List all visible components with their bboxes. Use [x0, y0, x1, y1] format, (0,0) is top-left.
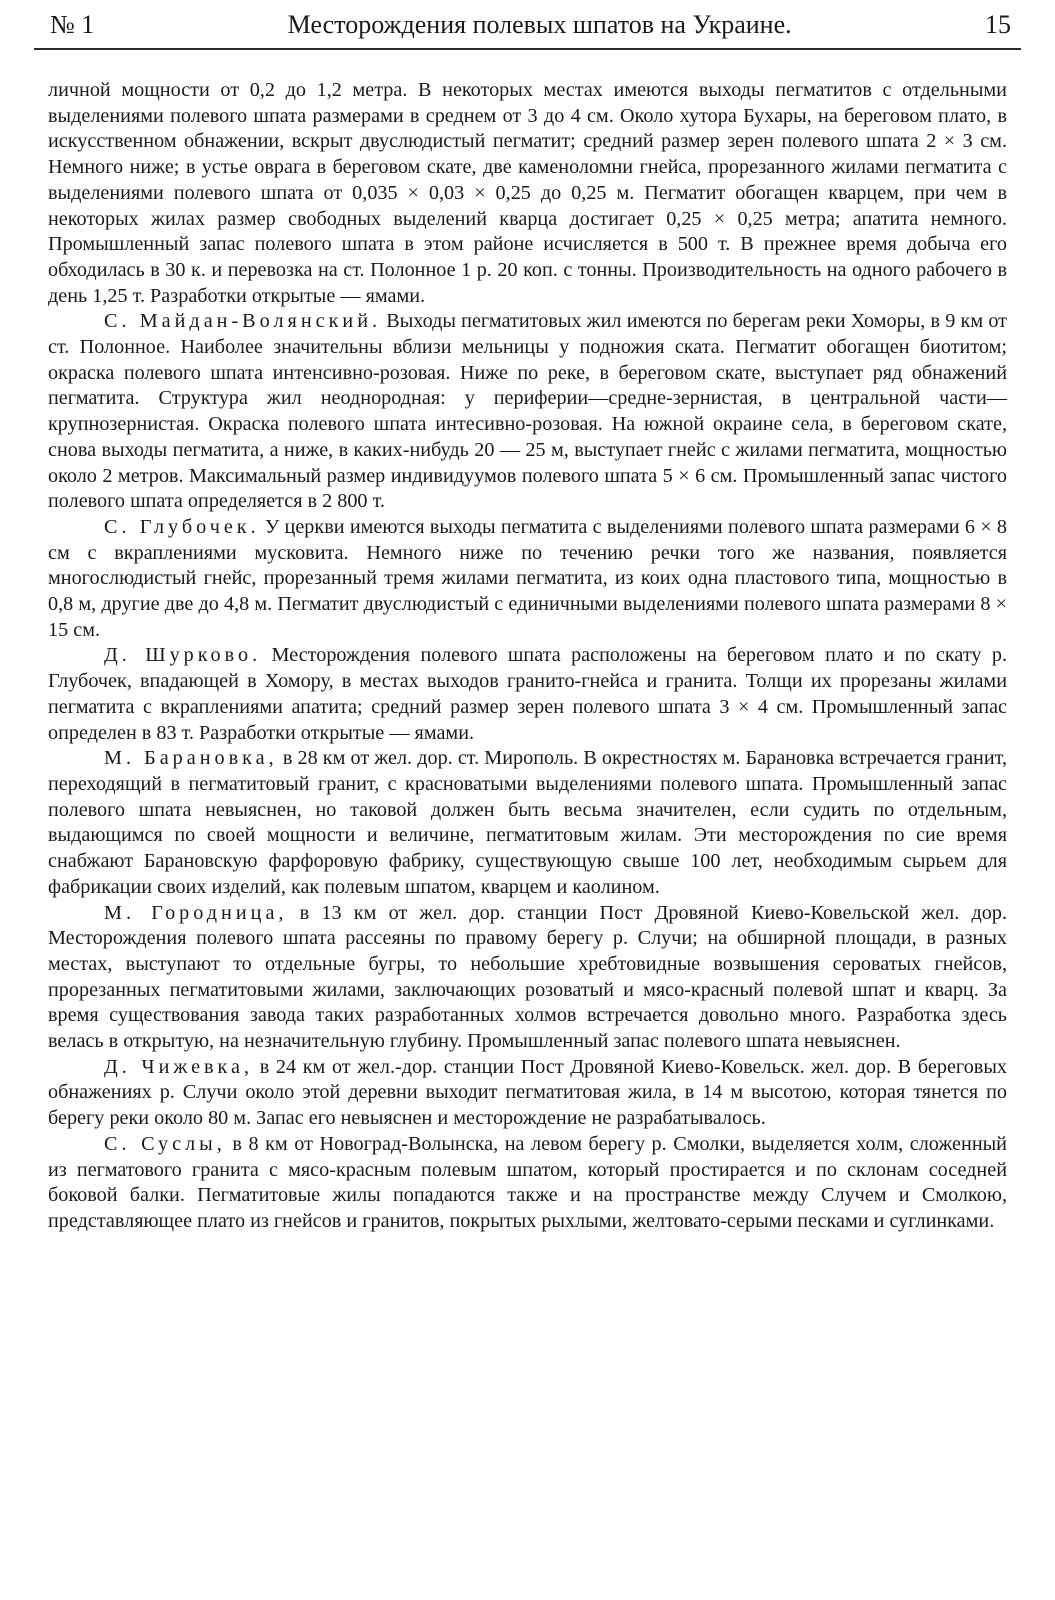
place-heading: С. Майдан-Волянский.: [104, 310, 382, 333]
paragraph-shurkovo: Д. Шурково. Месторождения полевого шпата расположены на береговом плато и по скату р. Глубочек, впадающей в Хомору, в местах выходов гранито-гнейса и гранита. Толщи их прорезаны жилами пегматита с вкраплениями апатита; средний размер зерен полевого шпата 3 × 4 см. Промышленный запас определен в 83 т. Разработки открытые — ямами.: [48, 644, 1007, 744]
paragraph-gorodnica: М. Городница, в 13 км от жел. дор. станции Пост Дровяной Киево-Ковельской жел. дор. Месторождения полевого шпата рассеяны по правому берегу р. Случи; на обширной площади, в разных местах, выступают то отдельные бугры, то небольшие хребтовидные возвышения сероватых гнейсов, прорезанных пегматитовыми жилами, заключающих розоватый и мясо-красный полевой шпат и кварц. За время существования завода таких разработанных холмов встречается довольно много. Разработка здесь велась в открытую, на незначительную глубину. Промышленный запас полевого шпата невыяснен.: [48, 901, 1007, 1053]
place-heading: С. Суслы,: [104, 1132, 226, 1155]
article-body: [48, 78, 1007, 1235]
paragraph-majdan-volyanskij: С. Майдан-Волянский. Выходы пегматитовых жил имеются по берегам реки Хоморы, в 9 км от ст. Полонное. Наиболее значительны вблизи мельницы у подножия ската. Пегматит обогащен биотитом; окраска полевого шпата интенсивно-розовая. Ниже по реке, в береговом скате, выступает ряд обнажений пегматита. Структура жил неоднородная: у периферии—средне-зернистая, в центральной части—крупнозернистая. Окраска полевого шпата интесивно-розовая. На южной окраине села, в береговом скате, снова выходы пегматита, а ниже, в каких-нибудь 20 — 25 м, выступает гнейс с жилами пегматита, мощностью около 2 метров. Максимальный размер индивидуумов полевого шпата 5 × 6 см. Промышленный запас чистого полевого шпата определяется в 2 800 т.: [48, 310, 1007, 513]
place-heading: М. Барановка,: [104, 747, 278, 770]
paragraph-glubochek: С. Глубочек. У церкви имеются выходы пегматита с выделениями полевого шпата размерами 6 × 8 см с вкраплениями мусковита. Немного ниже по течению речки того же названия, появляется многослюдистый гнейс, прорезанный тремя жилами пегматита, из коих одна пластового типа, мощностью в 0,8 м, другие две до 4,8 м. Пегматит двуслюдистый с единичными выделениями полевого шпата размерами 8 × 15 см.: [48, 515, 1007, 641]
paragraph-baranovka: М. Барановка, в 28 км от жел. дор. ст. Мирополь. В окрестностях м. Барановка встречается гранит, переходящий в пегматитовый гранит, с красноватыми выделениями полевого шпата. Промышленный запас полевого шпата невыяснен, но таковой должен быть весьма значителен, если судить по отдельным, выдающимся по своей мощности и величине, пегматитовым жилам. Эти месторождения по сие время снабжают Барановскую фарфоровую фабрику, существующую свыше 100 лет, необходимым сырьем для фабрикации своих изделий, как полевым шпатом, кварцем и каолином.: [48, 747, 1007, 898]
paragraph-1: личной мощности от 0,2 до 1,2 метра. В некоторых местах имеются выходы пегматитов с отдельными выделениями полевого шпата размерами в среднем от 3 до 4 см. Около хутора Бухары, на береговом плато, в искусственном обнажении, вскрыт двуслюдистый пегматит; средний размер зерен полевого шпата 2 × 3 см. Немного ниже; в устье оврага в береговом скате, две каменоломни гнейса, прорезанного жилами пегматита с выделениями полевого шпата от 0,035 × 0,03 × 0,25 до 0,25 м. Пегматит обогащен кварцем, при чем в некоторых жилах размер свободных выделений кварца достигает 0,25 × 0,25 метра; апатита немного. Промышленный запас полевого шпата в этом районе исчисляется в 500 т. В прежнее время добыча его обходилась в 30 к. и перевозка на ст. Полонное 1 р. 20 коп. с тонны. Производительность на одного рабочего в день 1,25 т. Разработки открытые — ямами.: [48, 79, 1007, 307]
paragraph-susly: С. Суслы, в 8 км от Новоград-Волынска, на левом берегу р. Смолки, выделяется холм, сложенный из пегматового гранита с мясо-красным полевым шпатом, который простирается и по склонам соседней боковой балки. Пегматитовые жилы попадаются также и на пространстве между Случем и Смолкою, представляющее плато из гнейсов и гранитов, покрытых рыхлыми, желтовато-серыми песками и суглинками.: [48, 1132, 1007, 1232]
running-header: [34, 8, 1021, 50]
running-title: Месторождения полевых шпатов на Украине.: [287, 10, 792, 39]
issue-number: № 1: [50, 10, 95, 39]
place-heading: М. Городница,: [104, 901, 288, 924]
place-heading: Д. Шурково.: [104, 644, 262, 667]
paragraph-chizhevka: Д. Чижевка, в 24 км от жел.-дор. станции Пост Дровяной Киево-Ковельск. жел. дор. В береговых обнажениях р. Случи около этой деревни выходит пегматитовая жила, в 14 м высотою, которая тянется по берегу реки около 80 м. Запас его невыяснен и месторождение не разрабатывалось.: [48, 1055, 1007, 1130]
place-heading: С. Глубочек.: [104, 515, 260, 538]
place-heading: Д. Чижевка,: [104, 1055, 254, 1078]
page-number: 15: [984, 10, 1011, 39]
